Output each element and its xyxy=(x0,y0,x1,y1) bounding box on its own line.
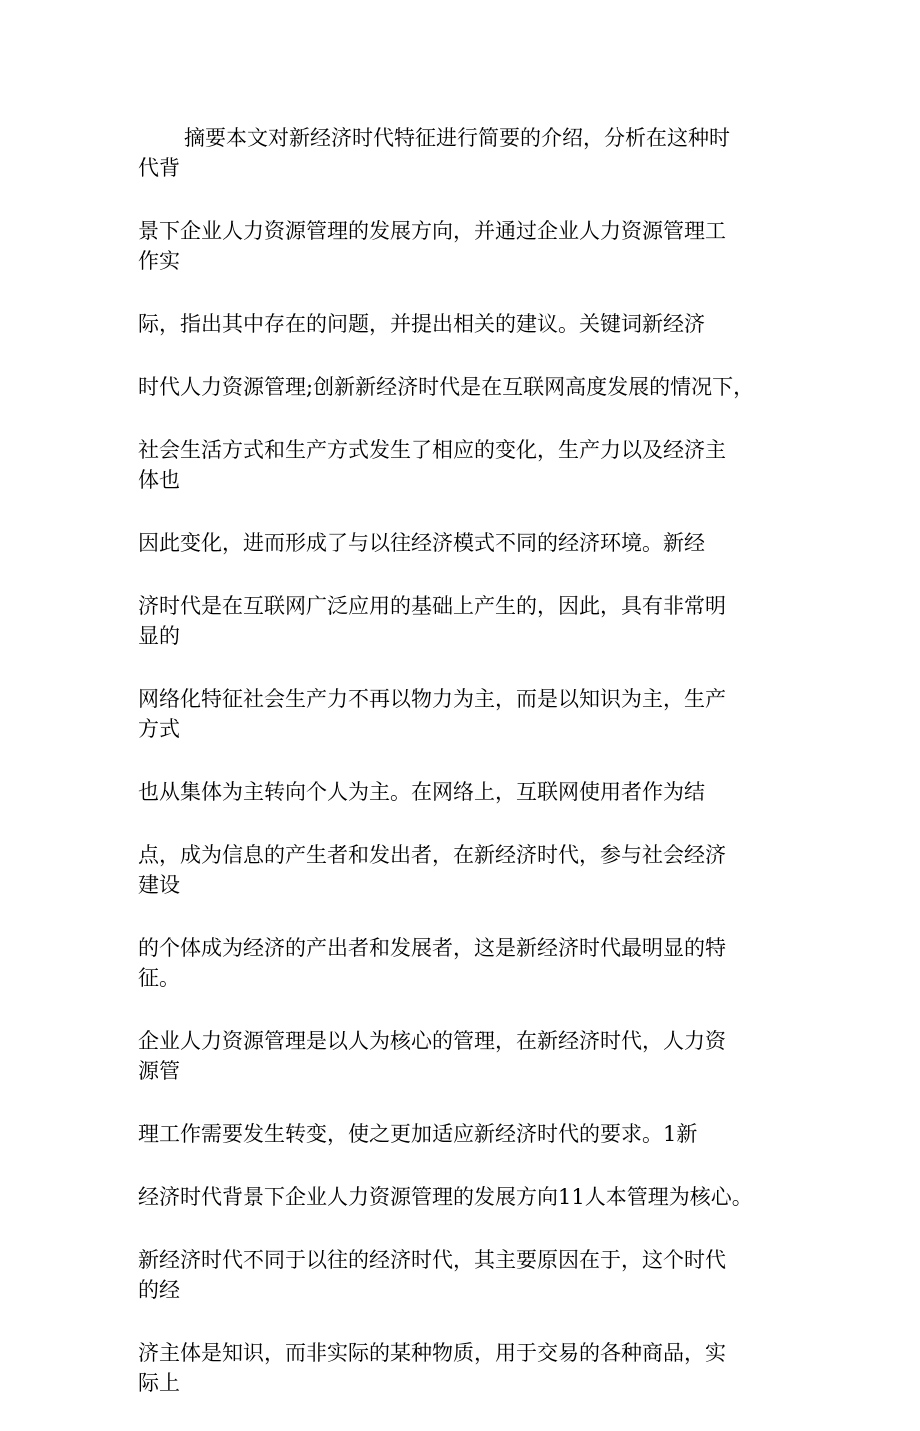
paragraph: 的个体成为经济的产出者和发展者，这是新经济时代最明显的特 征。 xyxy=(138,936,726,990)
paragraph: 企业人力资源管理是以人为核心的管理，在新经济时代，人力资 源管 xyxy=(138,1029,726,1083)
paragraph: 摘要本文对新经济时代特征进行简要的介绍，分析在这种时 代背 xyxy=(138,126,730,180)
paragraph: 新经济时代不同于以往的经济时代，其主要原因在于，这个时代 的经 xyxy=(138,1248,726,1302)
paragraph: 网络化特征社会生产力不再以物力为主，而是以知识为主，生产 方式 xyxy=(138,687,726,741)
paragraph: 景下企业人力资源管理的发展方向，并通过企业人力资源管理工 作实 xyxy=(138,219,726,273)
paragraph: 也从集体为主转向个人为主。在网络上，互联网使用者作为结 xyxy=(138,780,705,804)
paragraph: 时代人力资源管理;创新新经济时代是在互联网高度发展的情况下， xyxy=(138,375,755,399)
paragraph: 济主体是知识，而非实际的某种物质，用于交易的各种商品，实 际上 xyxy=(138,1341,726,1395)
paragraph: 点，成为信息的产生者和发出者，在新经济时代，参与社会经济 建设 xyxy=(138,843,726,897)
paragraph: 因此变化，进而形成了与以往经济模式不同的经济环境。新经 xyxy=(138,531,705,555)
paragraph: 经济时代背景下企业人力资源管理的发展方向11人本管理为核心。 xyxy=(138,1185,753,1209)
paragraph: 理工作需要发生转变，使之更加适应新经济时代的要求。1新 xyxy=(138,1122,698,1146)
body-text xyxy=(138,123,788,1431)
paragraph: 社会生活方式和生产方式发生了相应的变化，生产力以及经济主 体也 xyxy=(138,438,726,492)
paragraph: 际，指出其中存在的问题，并提出相关的建议。关键词新经济 xyxy=(138,312,705,336)
paragraph: 济时代是在互联网广泛应用的基础上产生的，因此，具有非常明 显的 xyxy=(138,594,726,648)
